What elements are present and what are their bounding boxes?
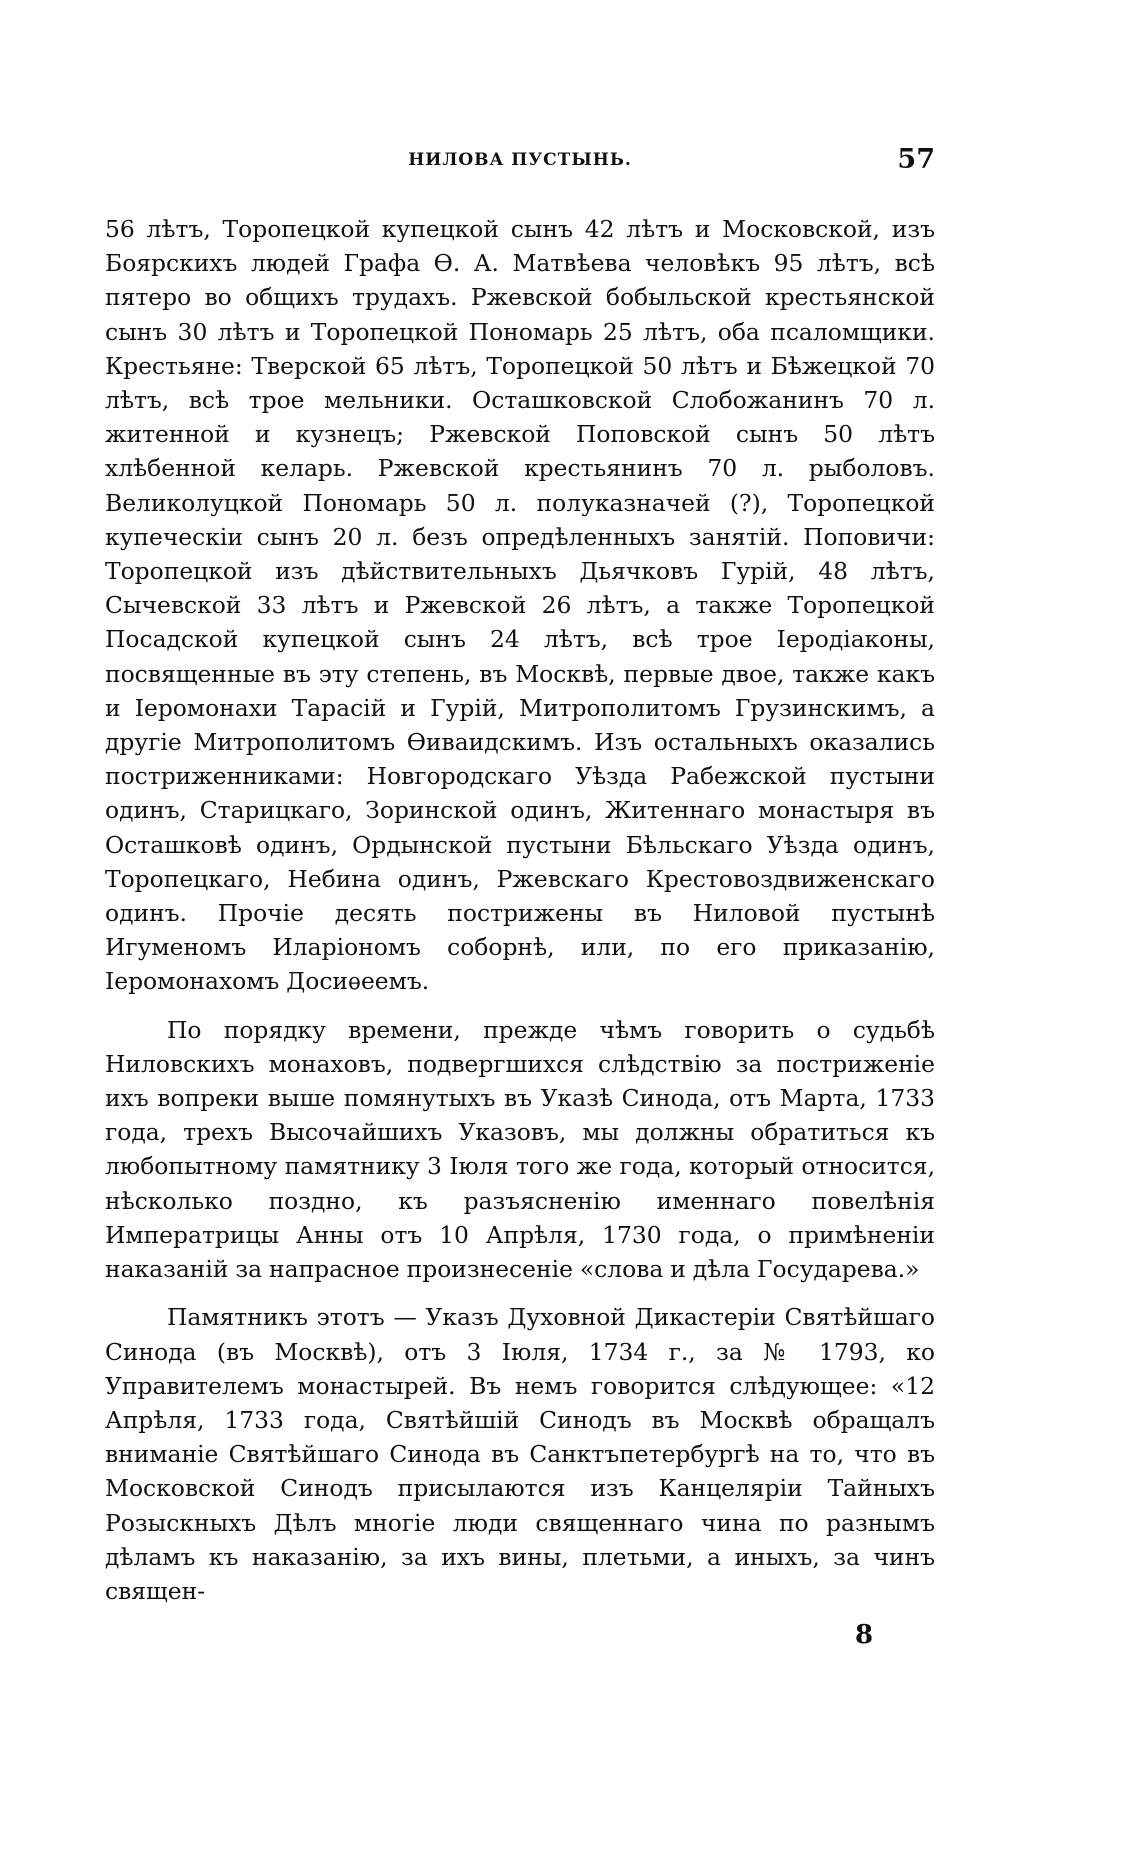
body-text xyxy=(105,212,935,1608)
running-title: НИЛОВА ПУСТЫНЬ. xyxy=(408,150,632,170)
paragraph: Памятникъ этотъ — Указъ Духовной Дикастерiи Святѣйшаго Синода (въ Москвѣ), отъ 3 Iюля, 1734 г., за № 1793, ко Управителемъ монастырей. Въ немъ говорится слѣдующее: «12 Апрѣля, 1733 года, Святѣйшiй Синодъ въ Москвѣ обращалъ вниманiе Святѣйшаго Синода въ Санктъпетербургѣ на то, что въ Московской Синодъ присылаются изъ Канцелярiи Тайныхъ Розыскныхъ Дѣлъ многiе люди священнаго чина по разнымъ дѣламъ къ наказанiю, за ихъ вины, плетьми, а иныхъ, за чинъ священ- xyxy=(105,1303,935,1605)
paragraph-continuation: 56 лѣтъ, Торопецкой купецкой сынъ 42 лѣтъ и Московской, изъ Боярскихъ людей Графа Ѳ. А. Матвѣева человѣкъ 95 лѣтъ, всѣ пятеро во общихъ трудахъ. Ржевской бобыльской крестьянской сынъ 30 лѣтъ и Торопецкой Пономарь 25 лѣтъ, оба псаломщики. Крестьяне: Тверской 65 лѣтъ, Торопецкой 50 лѣтъ и Бѣжецкой 70 лѣтъ, всѣ трое мельники. Осташковской Слобожанинъ 70 л. житенной и кузнецъ; Ржевской Поповской сынъ 50 лѣтъ хлѣбенной келарь. Ржевской крестьянинъ 70 л. рыболовъ. Великолуцкой Пономарь 50 л. полуказначей (?), Торопецкой купеческiи сынъ 20 л. безъ опредѣленныхъ занятiй. Поповичи: Торопецкой изъ дѣйствительныхъ Дьячковъ Гурiй, 48 лѣтъ, Сычевской 33 лѣтъ и Ржевской 26 лѣтъ, а также Торопецкой Посадской купецкой сынъ 24 лѣтъ, всѣ трое Iеродiаконы, посвященные въ эту степень, въ Москвѣ, первые двое, также какъ и Iеромонахи Тарасiй и Гурiй, Митрополитомъ Грузинскимъ, а другiе Митрополитомъ Ѳиваидскимъ. Изъ остальныхъ оказались постриженниками: Новгородскаго Уѣзда Рабежской пустыни одинъ, Старицкаго, Зоринской одинъ, Житеннаго монастыря въ Осташковѣ одинъ, Ордынской пустыни Бѣльскаго Уѣзда одинъ, Торопецкаго, Небина одинъ, Ржевскаго Крестовоздвиженскаго одинъ. Прочiе десять пострижены въ Ниловой пустынѣ Игуменомъ Иларiономъ соборнѣ, или, по его приказанiю, Iеромонахомъ Досиѳеемъ. xyxy=(105,215,935,996)
paragraph: По порядку времени, прежде чѣмъ говорить о судьбѣ Ниловскихъ монаховъ, подвергшихся слѣдствiю за постриженiе ихъ вопреки выше помянутыхъ въ Указѣ Синода, отъ Марта, 1733 года, трехъ Высочайшихъ Указовъ, мы должны обратиться къ любопытному памятнику 3 Iюля того же года, который относится, нѣсколько поздно, къ разъясненiю именнаго повелѣнiя Императрицы Анны отъ 10 Апрѣля, 1730 года, о примѣненiи наказанiй за напрасное произнесенiе «слова и дѣла Государева.» xyxy=(105,1015,935,1284)
signature-mark: 8 xyxy=(855,1620,874,1650)
page-number: 57 xyxy=(897,144,935,175)
page-header xyxy=(105,144,935,180)
